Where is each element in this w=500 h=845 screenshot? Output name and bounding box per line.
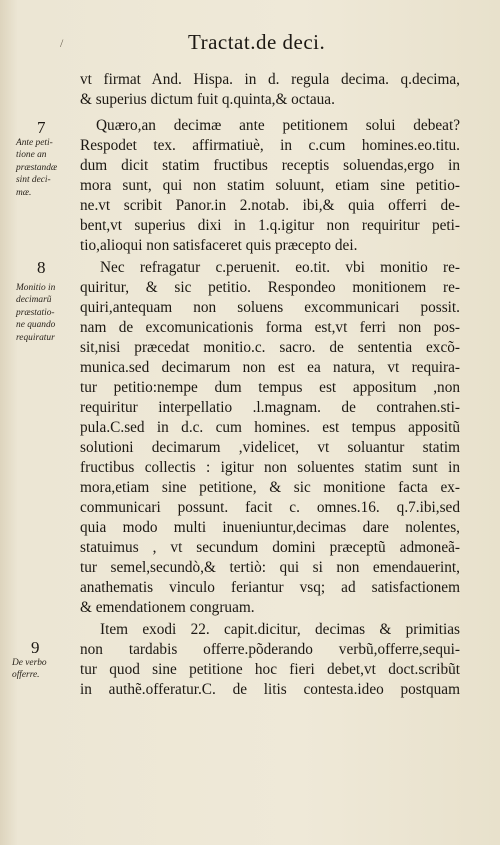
text-line: & superius dictum fuit q.quinta,& octaua. <box>80 91 335 108</box>
text-line: mora,etiam sine petitione, & sic monitione facta ex- <box>80 479 460 496</box>
text-line: communicari possunt. facit c. omnes.16. q.7.ibi,sed <box>80 499 460 516</box>
text-line: anathematis vinculo feriantur vsq; ad satisfactionem <box>80 579 460 596</box>
text-line: tio,alioqui non satisfaceret quis præcepto dei. <box>80 237 358 254</box>
text-line: in authẽ.offeratur.C. de litis contesta.ideo postquam <box>80 681 460 698</box>
text-line: mora sunt, qui non statim soluunt, etiam sine petitio- <box>80 177 460 194</box>
running-head: Tractat.de deci. <box>188 30 326 54</box>
margin-tick-mark: / <box>60 36 64 50</box>
text-line: Quæro,an decimæ ante petitionem solui debeat? <box>96 117 460 134</box>
text-line: tur petitio:nempe dum tempus est appositum ,non <box>80 379 460 396</box>
section-number-8: 8 <box>37 258 46 277</box>
text-line: & emendationem congruam. <box>80 599 255 616</box>
margin-note-ante-petitionem: Ante peti- tione an præstandæ sint deci- mæ. <box>16 138 58 198</box>
text-line: requiritur interpellatio .l.magnam. de contrahen.sti- <box>80 399 460 416</box>
text-line: pula.C.sed in d.c. cum homines. est tempus appositũ <box>80 419 460 436</box>
margin-note-monitio: Monitio in decimarũ præstatio- ne quando requiratur <box>16 283 56 343</box>
text-line: vt firmat And. Hispa. in d. regula decima. q.decima, <box>80 71 460 88</box>
text-line: quiri,antequam non soluens excommunicari possit. <box>80 299 460 316</box>
text-line: ne.vt scribit Panor.in 2.notab. ibi,& quia offerri de- <box>80 197 460 214</box>
text-line: non tardabis offerre.põderando verbũ,offerre,sequi- <box>80 641 460 658</box>
text-line: statuimus , vt secundum domini præceptũ admoneã- <box>80 539 460 556</box>
text-line: Nec refragatur c.peruenit. eo.tit. vbi monitio re- <box>100 259 460 276</box>
text-line: munica.sed decimarum non est ea natura, vt requira- <box>80 359 460 376</box>
text-line: quia modo multi inueniuntur,decimas dare nolentes, <box>80 519 460 536</box>
text-line: tur semel,secundò,& tertiò: qui si non emendauerint, <box>80 559 460 576</box>
text-line: sit,nisi præcedat monitio.c. sacro. de sententia excõ- <box>80 339 460 356</box>
margin-note-de-verbo: De verbo offerre. <box>12 658 47 681</box>
text-line: quiritur, & sic petitio. Respondeo monitionem re- <box>80 279 460 296</box>
text-line: bent,vt superius dixi in 1.q.igitur non requiritur peti- <box>80 217 460 234</box>
section-number-9: 9 <box>31 638 40 657</box>
text-line: Item exodi 22. capit.dicitur, decimas & primitias <box>100 621 460 638</box>
text-line: dum dicit statim fructibus receptis soluendas,ergo in <box>80 157 460 174</box>
text-line: fructibus collectis : igitur non soluentes statim sunt in <box>80 459 460 476</box>
text-line: tur quod sine petitione hoc fieri debet,vt doct.scribũt <box>80 661 460 678</box>
section-number-7: 7 <box>37 118 46 137</box>
text-line: solutioni decimarum ,videlicet, vt soluantur statim <box>80 439 460 456</box>
text-line: Respodet tex. affirmatiuè, in c.cum homines.eo.titu. <box>80 137 460 154</box>
text-line: nam de excomunicationis forma est,vt ferri non pos- <box>80 319 460 336</box>
